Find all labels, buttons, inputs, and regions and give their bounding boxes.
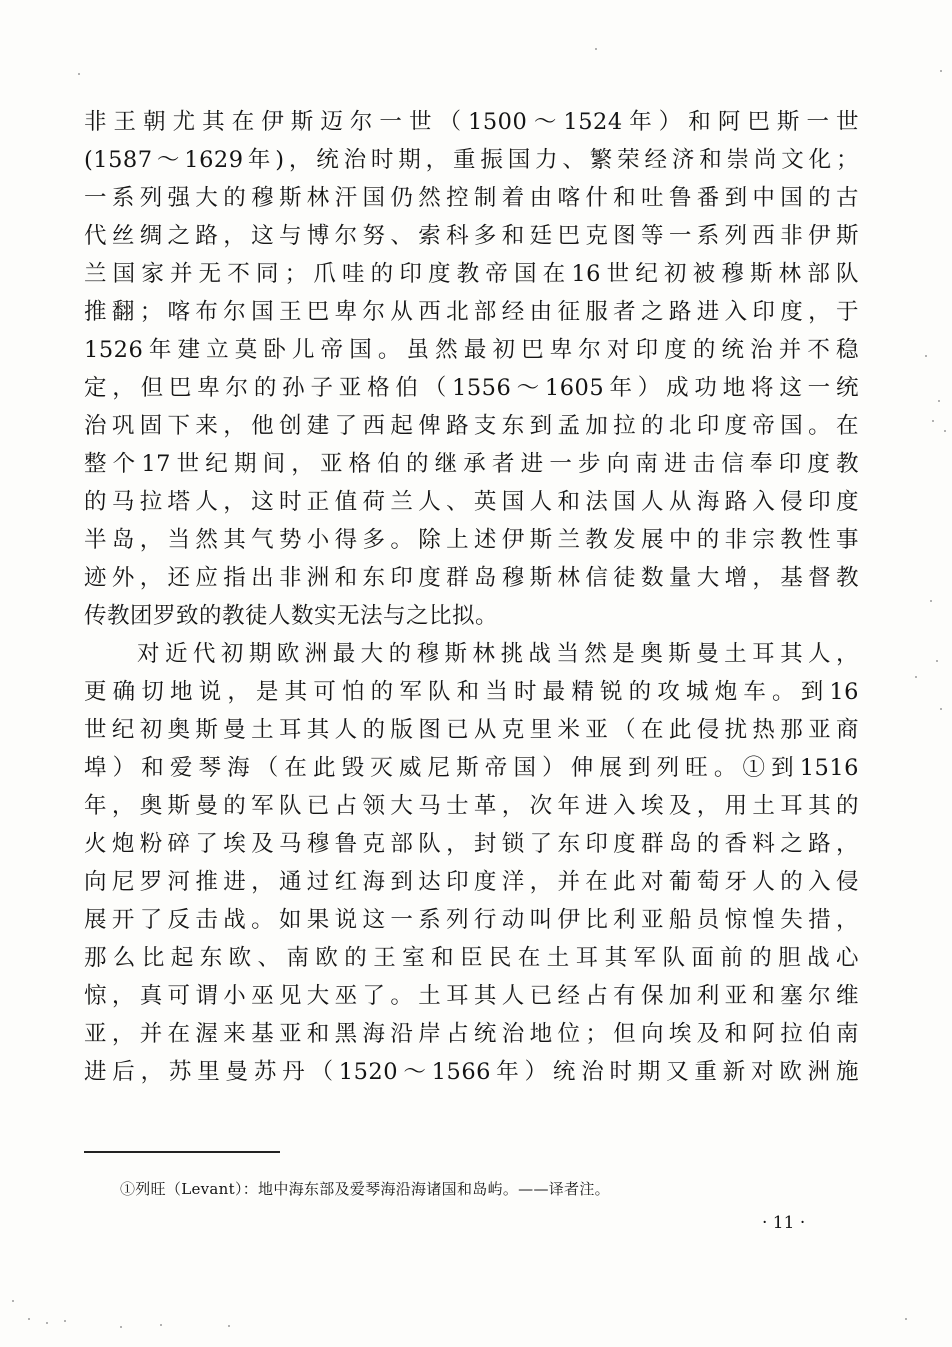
scan-speck <box>930 600 932 602</box>
text-line: 代丝绸之路，这与博尔努、索科多和廷巴克图等一系列西非伊斯 <box>84 223 859 249</box>
text-line: 更确切地说，是其可怕的军队和当时最精锐的攻城炮车。到16 <box>84 679 859 705</box>
text-line: 展开了反击战。如果说这一系列行动叫伊比利亚船员惊惶失措， <box>84 907 859 933</box>
scan-speck <box>944 430 946 432</box>
footnote: ①列旺（Levant）：地中海东部及爱琴海沿海诸国和岛屿。——译者注。 <box>120 1180 610 1198</box>
text-line: 一系列强大的穆斯林汗国仍然控制着由喀什和吐鲁番到中国的古 <box>84 185 859 211</box>
scan-speck <box>12 1300 14 1302</box>
paragraph-end-line: 传教团罗致的教徒人数实无法与之比拟。 <box>84 603 499 629</box>
text-line: 的马拉塔人，这时正值荷兰人、英国人和法国人从海路入侵印度 <box>84 489 859 515</box>
text-line: 推翻；喀布尔国王巴卑尔从西北部经由征服者之路进入印度，于 <box>84 299 859 325</box>
text-line: (1587～1629年)，统治时期，重振国力、繁荣经济和崇尚文化； <box>84 147 859 173</box>
text-line: 1526年建立莫卧儿帝国。虽然最初巴卑尔对印度的统治并不稳 <box>84 337 859 363</box>
scan-speck <box>120 1326 122 1328</box>
scan-speck <box>228 1325 230 1327</box>
text-line: 迹外，还应指出非洲和东印度群岛穆斯林信徒数量大增，基督教 <box>84 565 859 591</box>
scan-speck <box>915 676 917 678</box>
scan-speck <box>595 48 597 50</box>
scan-speck <box>936 660 938 662</box>
scan-speck <box>64 1320 66 1322</box>
body-text <box>84 103 859 1091</box>
text-line: 向尼罗河推进，通过红海到达印度洋，并在此对葡萄牙人的入侵 <box>84 869 859 895</box>
scan-speck <box>160 1324 162 1326</box>
paragraph-first-line: 对近代初期欧洲最大的穆斯林挑战当然是奥斯曼土耳其人， <box>137 641 859 667</box>
text-line: 那么比起东欧、南欧的王室和臣民在土耳其军队面前的胆战心 <box>84 945 859 971</box>
scan-speck <box>905 1318 907 1320</box>
text-line: 世纪初奥斯曼土耳其人的版图已从克里米亚（在此侵扰热那亚商 <box>84 717 859 743</box>
scan-speck <box>46 1322 48 1324</box>
page-number: · 11 · <box>762 1213 806 1233</box>
scan-speck <box>932 420 934 422</box>
scan-speck <box>940 70 942 72</box>
text-line: 火炮粉碎了埃及马穆鲁克部队，封锁了东印度群岛的香料之路， <box>84 831 859 857</box>
text-line: 年，奥斯曼的军队已占领大马士革，次年进入埃及，用土耳其的 <box>84 793 859 819</box>
text-line: 亚，并在渥来基亚和黑海沿岸占统治地位；但向埃及和阿拉伯南 <box>84 1021 859 1047</box>
text-line: 非王朝尤其在伊斯迈尔一世（1500～1524年）和阿巴斯一世 <box>84 109 859 135</box>
text-line: 兰国家并无不同；爪哇的印度教帝国在16世纪初被穆斯林部队 <box>84 261 859 287</box>
text-line: 半岛，当然其气势小得多。除上述伊斯兰教发展中的非宗教性事 <box>84 527 859 553</box>
text-line: 整个17世纪期间，亚格伯的继承者进一步向南进击信奉印度教 <box>84 451 859 477</box>
scan-speck <box>78 73 80 75</box>
text-line: 治巩固下来，他创建了西起俾路支东到孟加拉的北印度帝国。在 <box>84 413 859 439</box>
text-line: 进后，苏里曼苏丹（1520～1566年）统治时期又重新对欧洲施 <box>84 1059 859 1085</box>
scan-speck <box>938 400 940 402</box>
text-line: 埠）和爱琴海（在此毁灭威尼斯帝国）伸展到列旺。①到1516 <box>84 755 859 781</box>
scan-speck <box>925 355 927 357</box>
scan-speck <box>940 708 942 710</box>
text-line: 惊，真可谓小巫见大巫了。土耳其人已经占有保加利亚和塞尔维 <box>84 983 859 1009</box>
text-line: 定，但巴卑尔的孙子亚格伯（1556～1605年）成功地将这一统 <box>84 375 859 401</box>
footnote-divider <box>84 1151 280 1153</box>
scan-speck <box>28 1318 30 1320</box>
